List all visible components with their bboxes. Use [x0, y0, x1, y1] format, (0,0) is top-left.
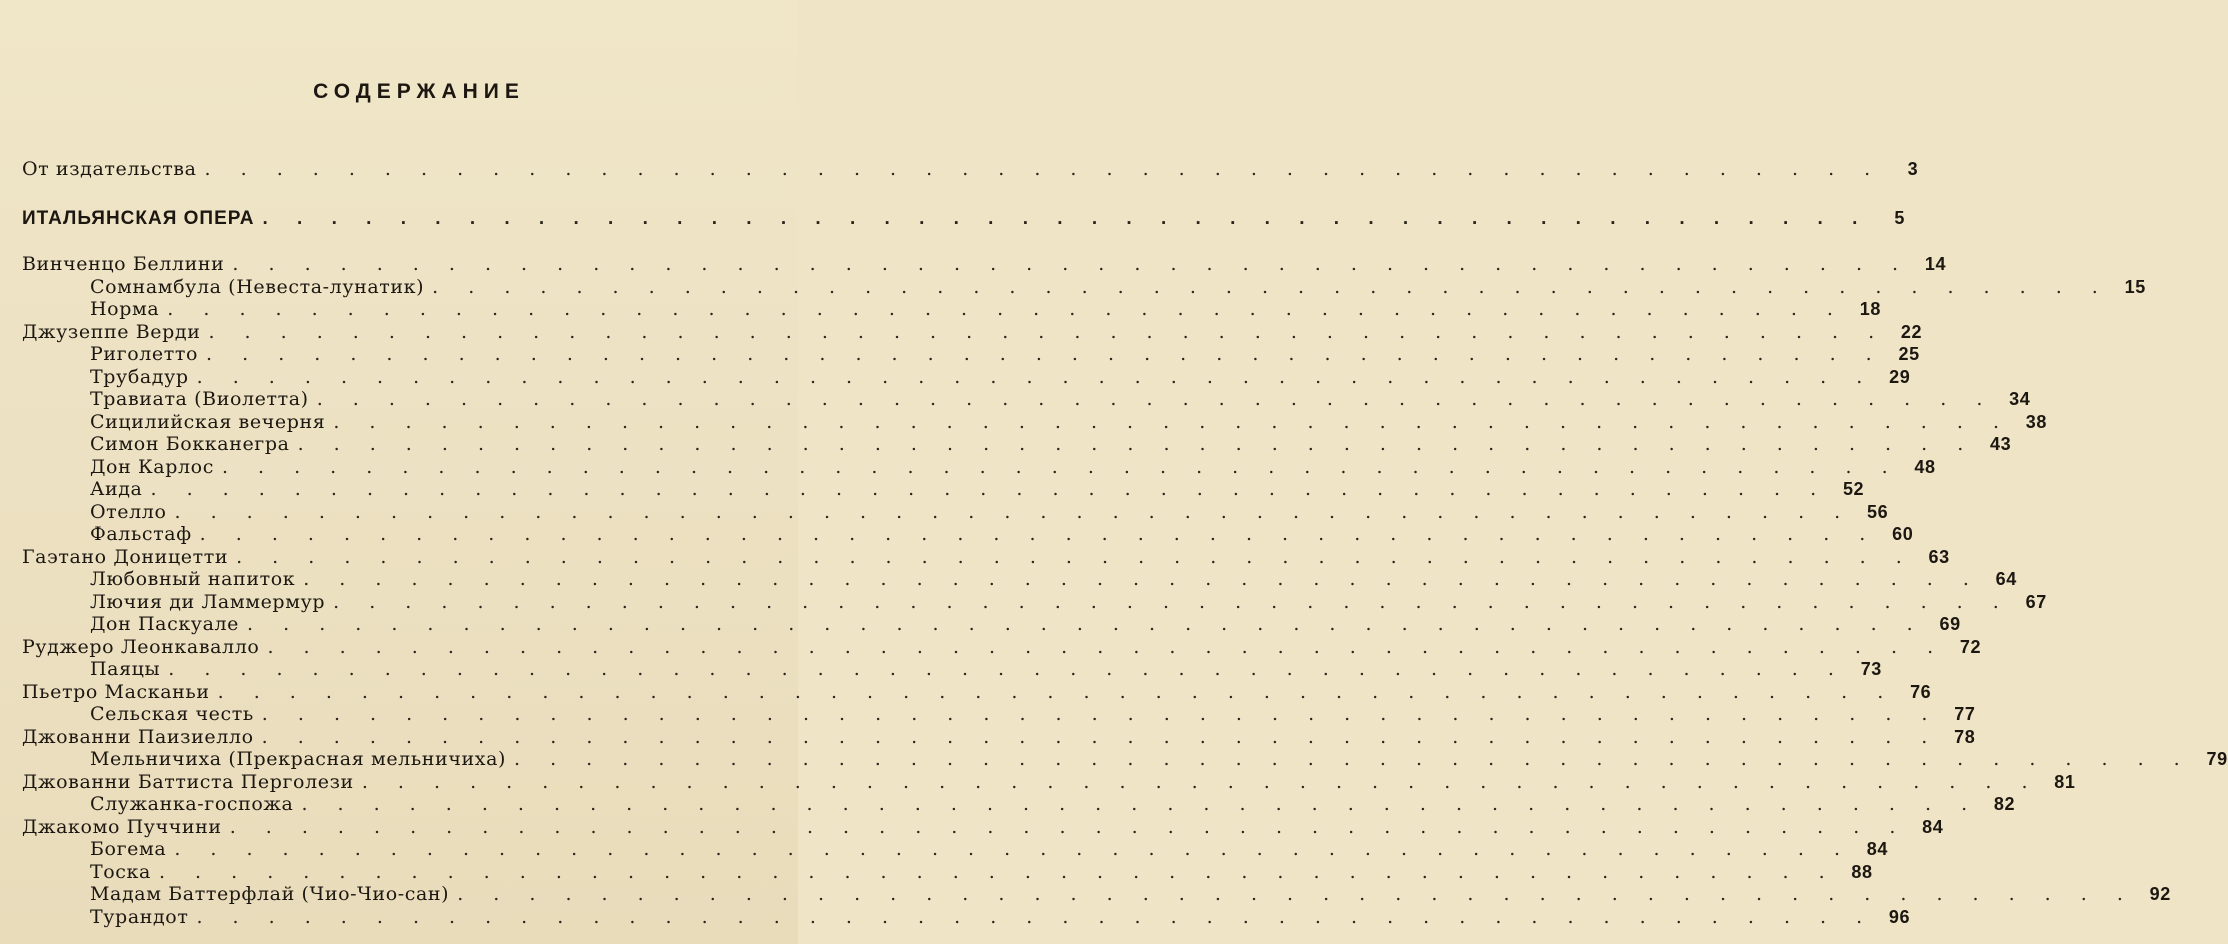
dot-leader: . . . . . . . . . . . . . . . . . . . . . . . . . . . . . . . . . . . . . . . . . . . . . . . — [333, 410, 2011, 433]
toc-entry — [22, 635, 1982, 659]
toc-entry-title: Травиата (Виолетта) — [90, 388, 309, 410]
toc-entry-title: Гаэтано Доницетти — [22, 545, 229, 568]
toc-entry-title: Винченцо Беллини — [22, 253, 225, 275]
dot-leader: . . . . . . . . . . . . . . . . . . . . . . . . . . . . . . . . . . . . . . . . . . . . . . . — [208, 320, 1887, 343]
toc-entry-page-number: 3 — [1907, 159, 1919, 179]
toc-entry-title: От издательства — [22, 158, 197, 180]
toc-entry-page-number: 92 — [2149, 884, 2171, 904]
toc-entry-page-number: 25 — [1898, 344, 1920, 364]
toc-entry — [22, 658, 1882, 681]
toc-entry — [22, 545, 1950, 569]
toc-entry-page-number: 52 — [1842, 479, 1865, 499]
dot-leader: . . . . . . . . . . . . . . . . . . . . . . . . . . . . . . . . . . . . . . . . . . . . . . . — [247, 613, 1925, 635]
dot-leader: . . . . . . . . . . . . . . . . . . . . . . . . . . . . . . . . . . . . . . . . . . . . . . . — [221, 455, 1900, 478]
toc-entry-title: ИТАЛЬЯНСКАЯ ОПЕРА — [22, 208, 255, 229]
dot-leader: . . . . . . . . . . . . . . . . . . . . . . . . . . . . . . . . . . . . . . . . . . . . . . . — [174, 838, 1852, 860]
dot-leader: . . . . . . . . . . . . . . . . . . . . . . . . . . . . . . . . . . . . . . . . . . . . . . . — [196, 905, 1875, 928]
toc-entry-title: Джованни Паизиелло — [22, 725, 254, 748]
toc-entry-page-number: 69 — [1939, 614, 1961, 634]
toc-entry-page-number: 79 — [2206, 749, 2228, 769]
toc-entry — [22, 275, 2146, 299]
toc-entry — [22, 770, 2076, 794]
toc-entry-page-number: 72 — [1959, 636, 1982, 657]
toc-entry — [22, 433, 2012, 456]
toc-entry-title: Аида — [90, 478, 143, 500]
toc-entry-title: Мельничиха (Прекрасная мельничиха) — [90, 748, 507, 770]
toc-entry — [22, 905, 1911, 929]
toc-entry-title: Джакомо Пуччини — [22, 815, 222, 838]
toc-entry-page-number: 84 — [1866, 839, 1888, 859]
toc-entry-title: Служанка-госпожа — [90, 793, 294, 815]
toc-entry-title: Лючия ди Ламмермур — [90, 590, 326, 613]
dot-leader: . . . . . . . . . . . . . . . . . . . . . . . . . . . . . . . . . . . . . . . . . . . . . . . — [267, 635, 1946, 658]
toc-entry-page-number: 60 — [1892, 524, 1914, 544]
dot-leader: . . . . . . . . . . . . . . . . . . . . . . . . . . . . . . . . . . . . . . . . . . . . . . . — [262, 208, 1870, 229]
toc-entry-title: Любовный напиток — [90, 568, 296, 590]
dot-leader: . . . . . . . . . . . . . . . . . . . . . . . . . . . . . . . . . . . . . . . . . . . . . . . — [303, 568, 1981, 590]
toc-entry-title: Турандот — [90, 905, 189, 928]
toc-entry-title: Сельская честь — [90, 703, 254, 725]
toc-entry — [22, 815, 1944, 839]
dot-leader: . . . . . . . . . . . . . . . . . . . . . . . . . . . . . . . . . . . . . . . . . . . . . . . — [316, 388, 1995, 410]
toc-entry — [22, 725, 1976, 749]
toc-entry-page-number: 88 — [1851, 861, 1873, 882]
toc-entry — [22, 838, 1888, 861]
toc-entry-title: Симон Бокканегра — [90, 433, 290, 455]
dot-leader: . . . . . . . . . . . . . . . . . . . . . . . . . . . . . . . . . . . . . . . . . . . . . . . — [196, 365, 1875, 388]
toc-entry-title: Богема — [90, 838, 167, 860]
toc-entry — [22, 500, 1889, 524]
toc-entry-page-number: 96 — [1888, 906, 1911, 927]
dot-leader: . . . . . . . . . . . . . . . . . . . . . . . . . . . . . . . . . . . . . . . . . . . . . . . — [297, 433, 1976, 455]
toc-entry-page-number: 15 — [2124, 276, 2146, 297]
toc-entry-page-number: 18 — [1859, 299, 1881, 319]
toc-entry-page-number: 64 — [1995, 569, 2017, 589]
toc-entry — [22, 478, 1865, 501]
toc-entry — [22, 748, 2228, 771]
dot-leader: . . . . . . . . . . . . . . . . . . . . . . . . . . . . . . . . . . . . . . . . . . . . . . . — [432, 275, 2110, 298]
toc-entry-title: Тоска — [90, 860, 151, 883]
toc-entry-title: Пьетро Масканьи — [22, 680, 210, 703]
toc-entry — [22, 253, 1947, 276]
toc-entry — [22, 793, 2016, 816]
page-title: СОДЕРЖАНИЕ — [313, 80, 525, 103]
dot-leader: . . . . . . . . . . . . . . . . . . . . . . . . . . . . . . . . . . . . . . . . . . . . . . . — [261, 725, 1940, 748]
toc-entry — [22, 860, 1873, 884]
toc-entry-title: Дон Паскуале — [90, 613, 240, 635]
dot-leader: . . . . . . . . . . . . . . . . . . . . . . . . . . . . . . . . . . . . . . . . . . . . . . . — [206, 343, 1884, 365]
toc-entry-page-number: 38 — [2025, 411, 2047, 432]
toc-entry — [22, 703, 1976, 726]
toc-entry-title: Сицилийская вечерня — [90, 410, 326, 433]
dot-leader: . . . . . . . . . . . . . . . . . . . . . . . . . . . . . . . . . . . . . . . . . . . . . . . — [174, 500, 1853, 523]
toc-entry-title: Норма — [90, 298, 160, 320]
toc-entry-page-number: 43 — [1990, 434, 2012, 454]
toc-entry-page-number: 29 — [1889, 366, 1911, 387]
toc-entry-title: Мадам Баттерфлай (Чио-Чио-сан) — [90, 883, 450, 905]
toc-entry — [22, 410, 2047, 434]
dot-leader: . . . . . . . . . . . . . . . . . . . . . . . . . . . . . . . . . . . . . . . . . . . . . . . — [199, 523, 1878, 545]
toc-entry-title: Трубадур — [90, 365, 189, 388]
toc-entry-page-number: 76 — [1910, 681, 1932, 702]
toc-entry — [22, 365, 1911, 389]
toc-entry-page-number: 22 — [1900, 321, 1923, 342]
dot-leader: . . . . . . . . . . . . . . . . . . . . . . . . . . . . . . . . . . . . . . . . . . . . . . . — [158, 860, 1837, 883]
dot-leader: . . . . . . . . . . . . . . . . . . . . . . . . . . . . . . . . . . . . . . . . . . . . . . . — [150, 478, 1829, 500]
dot-leader: . . . . . . . . . . . . . . . . . . . . . . . . . . . . . . . . . . . . . . . . . . . . . . . — [217, 680, 1896, 703]
toc-entry-page-number: 14 — [1924, 254, 1947, 274]
dot-leader: . . . . . . . . . . . . . . . . . . . . . . . . . . . . . . . . . . . . . . . . . . . . . . . — [229, 815, 1908, 838]
toc-entry-page-number: 73 — [1860, 659, 1882, 679]
toc-entry — [22, 590, 2047, 614]
toc-entry-page-number: 48 — [1914, 456, 1936, 477]
toc-entry — [22, 883, 2171, 906]
toc-entry-page-number: 56 — [1866, 501, 1889, 522]
toc-entry — [22, 193, 1906, 243]
toc-entry-title: Риголетто — [90, 343, 199, 365]
toc-entry — [22, 388, 2031, 411]
toc-entry-page-number: 81 — [2054, 771, 2076, 792]
dot-leader: . . . . . . . . . . . . . . . . . . . . . . . . . . . . . . . . . . . . . . . . . . . . . . . — [301, 793, 1980, 815]
dot-leader: . . . . . . . . . . . . . . . . . . . . . . . . . . . . . . . . . . . . . . . . . . . . . . . — [167, 298, 1845, 320]
toc-entry-page-number: 34 — [2009, 389, 2031, 409]
toc-entry-page-number: 84 — [1922, 816, 1944, 837]
dot-leader: . . . . . . . . . . . . . . . . . . . . . . . . . . . . . . . . . . . . . . . . . . . . . . . — [232, 253, 1911, 275]
toc-entry-title: Джованни Баттиста Перголези — [22, 770, 354, 793]
dot-leader: . . . . . . . . . . . . . . . . . . . . . . . . . . . . . . . . . . . . . . . . . . . . . . . — [168, 658, 1846, 680]
toc-entry-title: Паяцы — [90, 658, 161, 680]
dot-leader: . . . . . . . . . . . . . . . . . . . . . . . . . . . . . . . . . . . . . . . . . . . . . . . — [514, 748, 2192, 770]
dot-leader: . . . . . . . . . . . . . . . . . . . . . . . . . . . . . . . . . . . . . . . . . . . . . . . — [457, 883, 2135, 905]
toc-entry — [22, 568, 2017, 591]
toc-entry-page-number: 63 — [1928, 546, 1950, 567]
table-of-contents — [22, 145, 2228, 928]
toc-entry-title: Дон Карлос — [90, 455, 214, 478]
toc-entry-page-number: 67 — [2025, 591, 2047, 612]
toc-entry — [22, 145, 1919, 193]
toc-entry — [22, 343, 1920, 366]
toc-entry — [22, 613, 1961, 636]
dot-leader: . . . . . . . . . . . . . . . . . . . . . . . . . . . . . . . . . . . . . . . . . . . . . . . — [261, 703, 1940, 725]
dot-leader: . . . . . . . . . . . . . . . . . . . . . . . . . . . . . . . . . . . . . . . . . . . . . . . — [361, 770, 2040, 793]
toc-entry-page-number: 77 — [1954, 704, 1976, 724]
toc-entry-title: Фальстаф — [90, 523, 192, 545]
toc-entry-page-number: 82 — [1993, 794, 2016, 814]
dot-leader: . . . . . . . . . . . . . . . . . . . . . . . . . . . . . . . . . . . . . . . . . . . . . . . — [333, 590, 2011, 613]
toc-entry-page-number: 5 — [1894, 208, 1906, 228]
toc-entry-title: Сомнамбула (Невеста-лунатик) — [90, 275, 425, 298]
toc-entry-title: Отелло — [90, 500, 167, 523]
toc-entry-title: Джузеппе Верди — [22, 320, 201, 343]
toc-entry — [22, 523, 1914, 546]
dot-leader: . . . . . . . . . . . . . . . . . . . . . . . . . . . . . . . . . . . . . . . . . . . . . . . — [236, 545, 1914, 568]
toc-entry-page-number: 78 — [1954, 726, 1976, 747]
toc-entry — [22, 455, 1936, 479]
toc-entry — [22, 298, 1881, 321]
toc-entry-title: Руджеро Леонкавалло — [22, 635, 260, 658]
toc-entry — [22, 680, 1932, 704]
toc-entry — [22, 320, 1923, 344]
dot-leader: . . . . . . . . . . . . . . . . . . . . . . . . . . . . . . . . . . . . . . . . . . . . . . . — [204, 158, 1883, 180]
